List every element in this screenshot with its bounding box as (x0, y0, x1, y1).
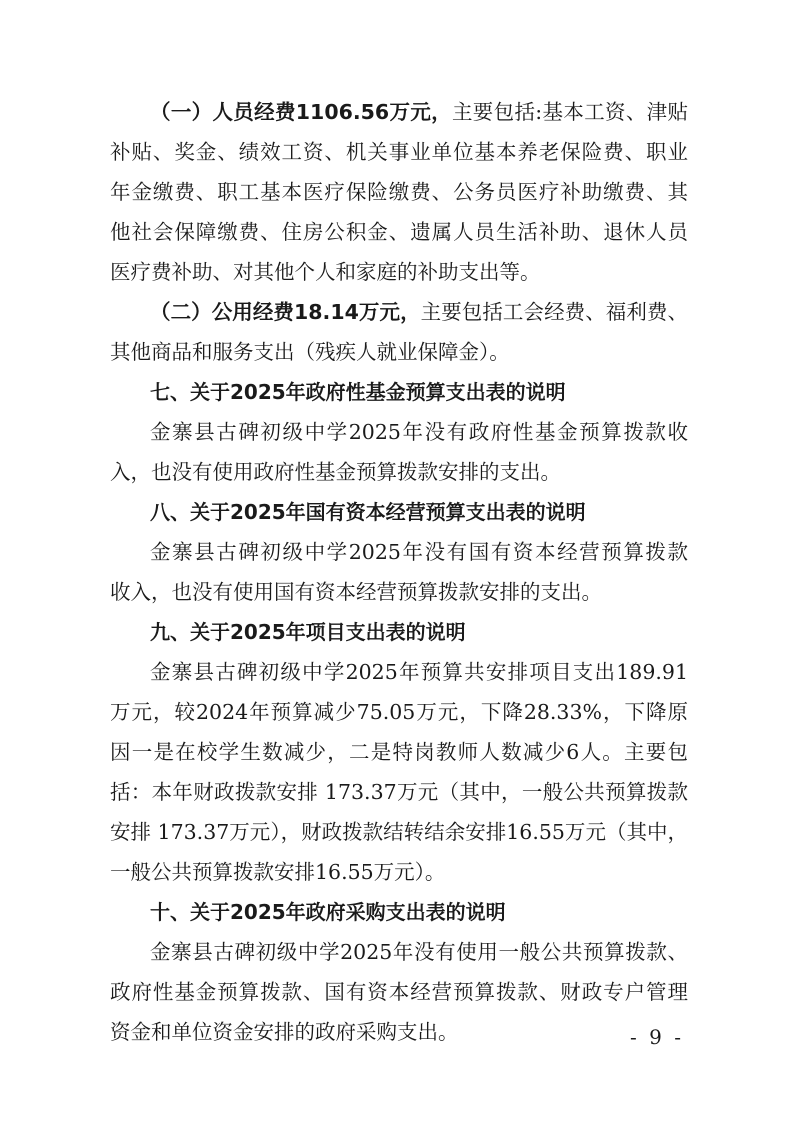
section-7-line-1: 金寨县古碑初级中学2025年没有政府性基金预算拨款收 (150, 420, 688, 444)
section-8-heading: 八、关于2025年国有资本经营预算支出表的说明 (150, 500, 586, 524)
section-8-line-2: 收入，也没有使用国有资本经营预算拨款安排的支出。 (110, 580, 602, 604)
section-9-line-5: 安排 173.37万元），财政拨款结转结余安排16.55万元（其中， (110, 820, 688, 844)
section-9-line-3: 因一是在校学生数减少，二是特岗教师人数减少6人。主要包 (110, 740, 688, 764)
section-10-heading: 十、关于2025年政府采购支出表的说明 (150, 900, 506, 924)
section-9-heading: 九、关于2025年项目支出表的说明 (150, 620, 466, 644)
section-7-line-2: 入，也没有使用政府性基金预算拨款安排的支出。 (110, 460, 561, 484)
section-10-line-2: 政府性基金预算拨款、国有资本经营预算拨款、财政专户管理 (110, 980, 688, 1004)
section-9-line-1: 金寨县古碑初级中学2025年预算共安排项目支出189.91 (150, 660, 688, 684)
section-9-line-6: 一般公共预算拨款安排16.55万元）。 (110, 860, 446, 884)
personnel-paragraph-line-4: 他社会保障缴费、住房公积金、遗属人员生活补助、退休人员 (110, 220, 688, 244)
section-9-line-2: 万元，较2024年预算减少75.05万元，下降28.33%，下降原 (110, 700, 688, 724)
public-paragraph-line-2: 其他商品和服务支出（残疾人就业保障金）。 (110, 340, 510, 364)
personnel-paragraph-line-3: 年金缴费、职工基本医疗保险缴费、公务员医疗补助缴费、其 (110, 180, 688, 204)
personnel-text: 主要包括:基本工资、津贴 (451, 100, 688, 124)
public-label: （二）公用经费18.14万元， (150, 300, 421, 324)
personnel-paragraph-line-2: 补贴、奖金、绩效工资、机关事业单位基本养老保险费、职业 (110, 140, 688, 164)
section-9-line-4: 括：本年财政拨款安排 173.37万元（其中，一般公共预算拨款 (110, 780, 688, 804)
section-10-line-3: 资金和单位资金安排的政府采购支出。 (110, 1020, 459, 1044)
personnel-paragraph-line-5: 医疗费补助、对其他个人和家庭的补助支出等。 (110, 260, 541, 284)
public-text: 主要包括工会经费、福利费、 (420, 300, 688, 324)
section-8-line-1: 金寨县古碑初级中学2025年没有国有资本经营预算拨款 (150, 540, 688, 564)
section-10-line-1: 金寨县古碑初级中学2025年没有使用一般公共预算拨款、 (150, 940, 688, 964)
personnel-label: （一）人员经费1106.56万元， (150, 100, 452, 124)
public-paragraph-line-1 (150, 297, 688, 327)
section-7-heading: 七、关于2025年政府性基金预算支出表的说明 (150, 380, 566, 404)
page-number: - 9 - (630, 1025, 684, 1049)
personnel-paragraph-line-1 (150, 97, 688, 127)
